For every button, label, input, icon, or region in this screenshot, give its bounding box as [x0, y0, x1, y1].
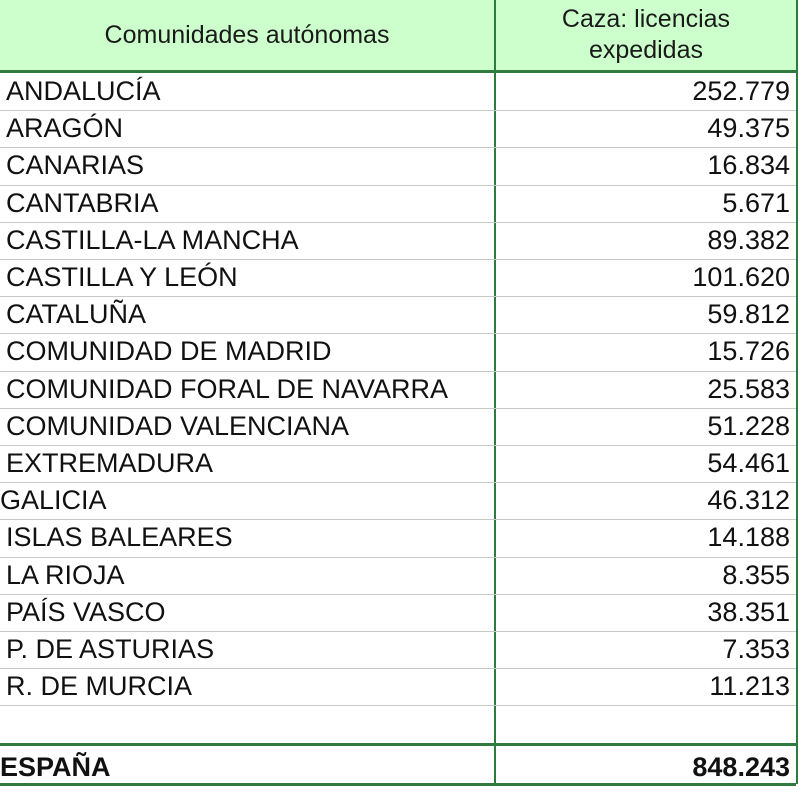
row-name: PAÍS VASCO	[6, 596, 166, 627]
row-value: 46.312	[707, 485, 790, 516]
row-value: 14.188	[707, 522, 790, 553]
row-name: EXTREMADURA	[6, 448, 214, 478]
total-label: ESPAÑA	[0, 752, 111, 782]
row-value: 11.213	[709, 671, 790, 702]
row-value: 15.726	[707, 336, 790, 367]
header-comunidades	[0, 0, 494, 70]
row-value: 54.461	[707, 448, 790, 478]
header-licencias-label: Caza: licencias expedidas	[561, 5, 731, 64]
row-name: CASTILLA Y LEÓN	[6, 262, 238, 292]
row-name: CANARIAS	[6, 150, 145, 181]
row-name: CASTILLA-LA MANCHA	[6, 224, 299, 255]
row-value: 38.351	[707, 596, 790, 627]
row-name: CATALUÑA	[6, 299, 147, 330]
row-name: COMUNIDAD VALENCIANA	[6, 410, 350, 441]
row-name: ANDALUCÍA	[6, 76, 161, 106]
row-value: 51.228	[707, 410, 790, 441]
total-value: 848.243	[692, 752, 790, 782]
row-name: ARAGÓN	[6, 113, 124, 144]
row-name: CANTABRIA	[6, 187, 159, 218]
row-value: 252.779	[692, 76, 790, 106]
row-value: 7.353	[722, 634, 790, 664]
row-separator	[0, 705, 796, 706]
row-name: COMUNIDAD FORAL DE NAVARRA	[6, 373, 449, 404]
row-value: 8.355	[722, 559, 790, 590]
row-name: LA RIOJA	[6, 559, 125, 590]
row-value: 101.620	[692, 262, 790, 292]
row-value: 16.834	[707, 150, 790, 181]
row-value: 59.812	[707, 299, 790, 330]
row-name: R. DE MURCIA	[6, 671, 193, 702]
row-value: 5.671	[722, 187, 790, 218]
right-border	[796, 0, 798, 784]
row-value: 25.583	[707, 373, 790, 404]
total-bottom-border	[0, 783, 796, 786]
row-name: P. DE ASTURIAS	[6, 634, 215, 664]
row-name: COMUNIDAD DE MADRID	[6, 336, 332, 367]
row-name: ISLAS BALEARES	[6, 522, 233, 553]
header-licencias	[496, 0, 796, 70]
row-value: 49.375	[707, 113, 790, 144]
row-value: 89.382	[707, 224, 790, 255]
row-name: GALICIA	[0, 485, 107, 516]
total-top-border	[0, 743, 796, 746]
header-comunidades-label: Comunidades autónomas	[104, 20, 390, 49]
